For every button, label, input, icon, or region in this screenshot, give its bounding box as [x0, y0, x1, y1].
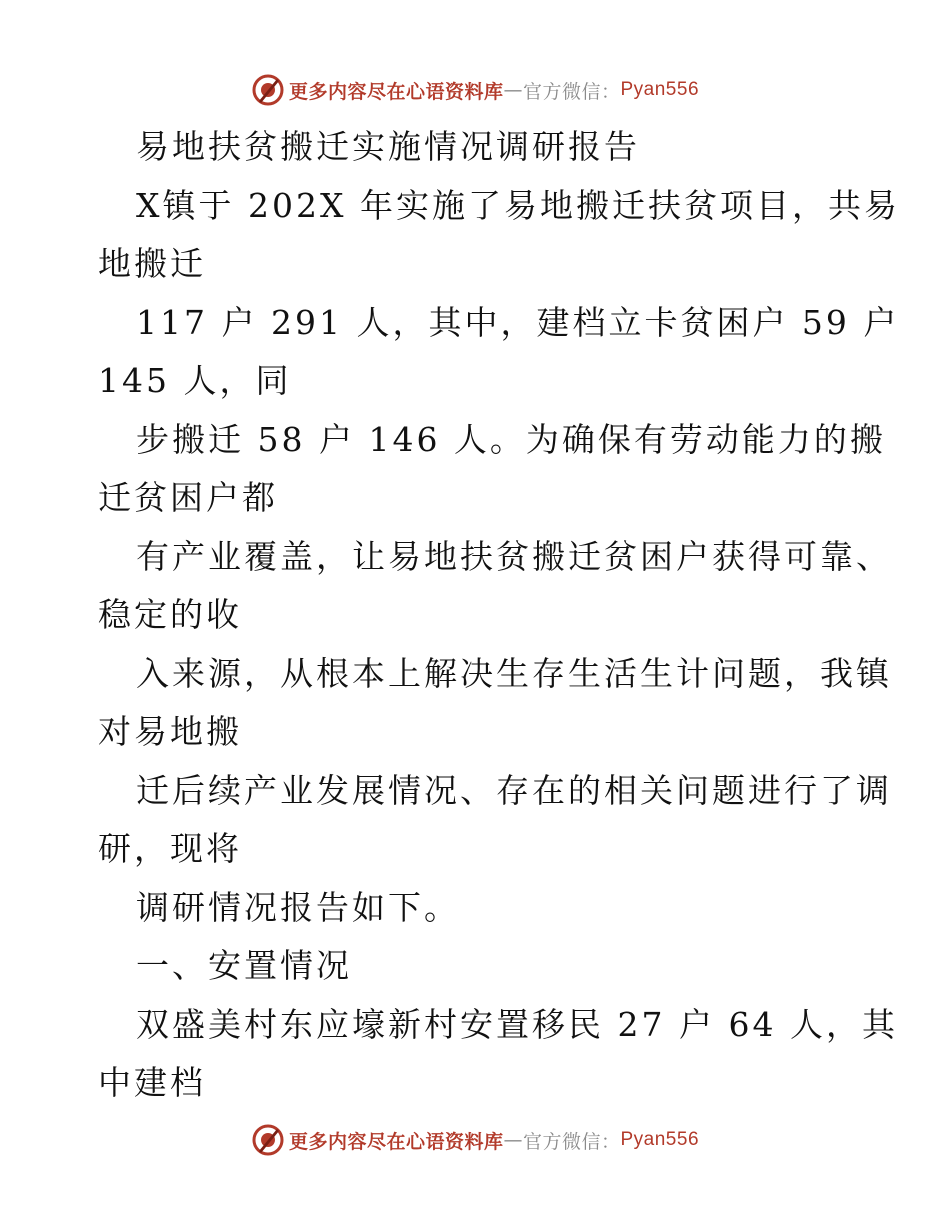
document-title: 易地扶贫搬迁实施情况调研报告 — [136, 127, 640, 166]
paragraph-line: 迁后续产业发展情况、存在的相关问题进行了调 — [136, 770, 892, 810]
watermark-wechat-id: Pyan556 — [620, 79, 700, 100]
paragraph-line: 调研情况报告如下。 — [136, 887, 460, 927]
paragraph-line: 入来源，从根本上解决生存生活生计问题，我镇 — [136, 653, 892, 693]
watermark-site-text: 更多内容尽在心语资料库 — [288, 80, 504, 103]
quill-logo-icon — [251, 1123, 285, 1157]
paragraph-line: 地搬迁 — [98, 244, 206, 283]
paragraph-line: 有产业覆盖，让易地扶贫搬迁贫困户获得可靠、 — [136, 536, 892, 576]
watermark-wechat-label: 官方微信： — [522, 80, 621, 103]
paragraph-line: 迁贫困户都 — [98, 478, 278, 517]
watermark-separator: — — [503, 1129, 523, 1151]
paragraph-line: 研，现将 — [98, 829, 242, 868]
paragraph-line: 145 人，同 — [98, 361, 292, 400]
watermark-wechat-id: Pyan556 — [620, 1129, 700, 1150]
paragraph-line: 中建档 — [98, 1063, 206, 1102]
watermark-site-text: 更多内容尽在心语资料库 — [288, 1130, 504, 1153]
document-page — [98, 118, 900, 1113]
watermark-wechat-label: 官方微信： — [522, 1130, 621, 1153]
header-watermark — [0, 70, 950, 110]
watermark-separator: — — [503, 79, 523, 101]
paragraph-line: 对易地搬 — [98, 712, 242, 751]
footer-watermark — [0, 1120, 950, 1160]
paragraph-line: X镇于 202X 年实施了易地搬迁扶贫项目，共易 — [136, 185, 900, 225]
section-heading: 一、安置情况 — [136, 946, 352, 985]
paragraph-line: 稳定的收 — [98, 595, 242, 634]
quill-logo-icon — [251, 73, 285, 107]
paragraph-line: 117 户 291 人，其中，建档立卡贫困户 59 户 — [136, 302, 900, 342]
paragraph-line: 双盛美村东应壕新村安置移民 27 户 64 人，其 — [136, 1004, 898, 1044]
paragraph-line: 步搬迁 58 户 146 人。为确保有劳动能力的搬 — [136, 419, 886, 459]
